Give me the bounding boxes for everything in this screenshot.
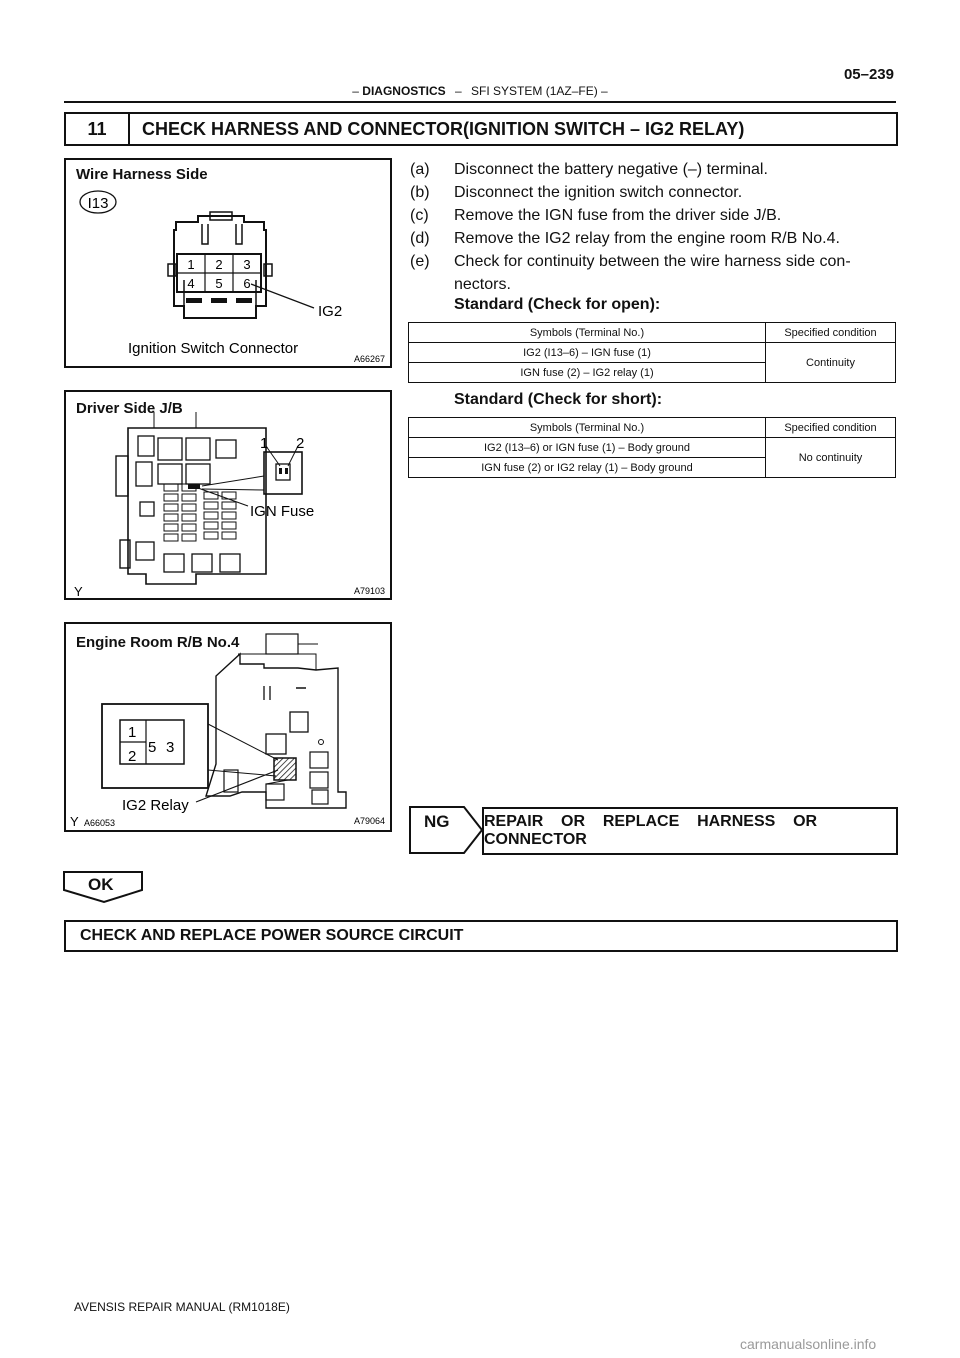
table-cell: IGN fuse (2) or IG2 relay (1) – Body ground [409, 458, 766, 478]
figure3-title: Engine Room R/B No.4 [76, 634, 240, 651]
relay-block-diagram [66, 624, 390, 830]
pin-3: 3 [243, 257, 251, 272]
instruction-label: (c) [410, 207, 429, 224]
instruction-label: (e) [410, 253, 430, 270]
instruction-a [410, 158, 896, 181]
instruction-b [410, 181, 896, 204]
instruction-text: Disconnect the battery negative (–) terminal. [454, 161, 768, 178]
ok-tag: OK [88, 875, 114, 894]
instruction-text: Disconnect the ignition switch connector. [454, 184, 743, 201]
figure1-code: A66267 [354, 354, 386, 364]
instruction-label: (a) [410, 161, 430, 178]
next-step-text: CHECK AND REPLACE POWER SOURCE CIRCUIT [80, 927, 464, 944]
pin-1: 1 [187, 257, 195, 272]
table-cell: IG2 (I13–6) – IGN fuse (1) [409, 343, 766, 363]
relay-pin-3: 3 [166, 739, 175, 756]
relay-pin-2: 2 [128, 748, 137, 765]
header-dash-left: – [352, 84, 363, 98]
ign-fuse-label: IGN Fuse [250, 503, 315, 520]
figure3-code: A79064 [354, 816, 386, 826]
figure1-title: Wire Harness Side [76, 166, 208, 183]
open-check-table [408, 322, 896, 383]
junction-block-diagram [66, 392, 390, 598]
ng-action-box [482, 807, 898, 855]
table-cell: IG2 (I13–6) or IGN fuse (1) – Body ground [409, 438, 766, 458]
step-number: 11 [66, 114, 130, 144]
table-header-symbols: Symbols (Terminal No.) [409, 323, 766, 343]
ng-action-line1: REPAIR OR REPLACE HARNESS OR [484, 813, 818, 830]
figure-engine-room-rb [64, 622, 392, 832]
figure1-caption: Ignition Switch Connector [128, 340, 299, 357]
header-rule [64, 101, 896, 103]
ig2-pin-label: IG2 [318, 303, 343, 320]
step-title: CHECK HARNESS AND CONNECTOR(IGNITION SWITCH – IG2 RELAY) [142, 119, 745, 139]
watermark: carmanualsonline.info [740, 1336, 877, 1352]
page-number: 05–239 [843, 66, 894, 83]
figure2-title: Driver Side J/B [76, 400, 183, 417]
pin-6: 6 [243, 276, 251, 291]
pin-4: 4 [187, 276, 195, 291]
pin-2: 2 [215, 257, 223, 272]
table-cell-condition: Continuity [766, 343, 896, 383]
running-header [0, 84, 960, 98]
instruction-label: (d) [410, 230, 430, 247]
header-subsection: SFI SYSTEM (1AZ–FE) [471, 84, 598, 98]
footer: AVENSIS REPAIR MANUAL (RM1018E) [74, 1300, 290, 1314]
instruction-list [410, 158, 896, 318]
y-mark-3: Y [70, 814, 79, 829]
open-check-heading: Standard (Check for open): [454, 296, 661, 313]
pin-5: 5 [215, 276, 223, 291]
instruction-text: Check for continuity between the wire harness side con- [454, 253, 851, 270]
header-dash: – [454, 84, 462, 98]
instruction-e-cont: nectors. [454, 276, 511, 293]
instruction-c [410, 204, 896, 227]
figure3-code-left: A66053 [84, 818, 116, 828]
instruction-text: Remove the IG2 relay from the engine room R/B No.4. [454, 230, 840, 247]
connector-id: I13 [87, 195, 109, 212]
figure-ignition-switch-connector [64, 158, 392, 368]
connector-diagram [66, 160, 390, 366]
table-header-condition: Specified condition [766, 323, 896, 343]
y-mark: Y [74, 584, 83, 598]
header-section: DIAGNOSTICS [362, 84, 446, 98]
instruction-e [410, 250, 896, 273]
header-dash-right: – [597, 84, 608, 98]
step-title-bar [64, 112, 898, 146]
table-cell-condition: No continuity [766, 438, 896, 478]
table-header-symbols: Symbols (Terminal No.) [409, 418, 766, 438]
relay-pin-5: 5 [148, 739, 157, 756]
ig2-relay-label: IG2 Relay [122, 797, 189, 814]
fuse-pin-1: 1 [260, 435, 269, 452]
table-header-condition: Specified condition [766, 418, 896, 438]
short-check-heading: Standard (Check for short): [454, 391, 663, 408]
ng-tag: NG [424, 812, 450, 831]
short-check-table [408, 417, 896, 478]
fuse-pin-2: 2 [296, 435, 305, 452]
figure-driver-side-jb [64, 390, 392, 600]
next-step-box [64, 920, 898, 952]
instruction-label: (b) [410, 184, 430, 201]
instruction-text: Remove the IGN fuse from the driver side J/B. [454, 207, 782, 224]
table-cell: IGN fuse (2) – IG2 relay (1) [409, 363, 766, 383]
figure2-code: A79103 [354, 586, 386, 596]
ng-action-line2: CONNECTOR [484, 831, 587, 848]
relay-pin-1: 1 [128, 724, 137, 741]
instruction-d [410, 227, 896, 250]
